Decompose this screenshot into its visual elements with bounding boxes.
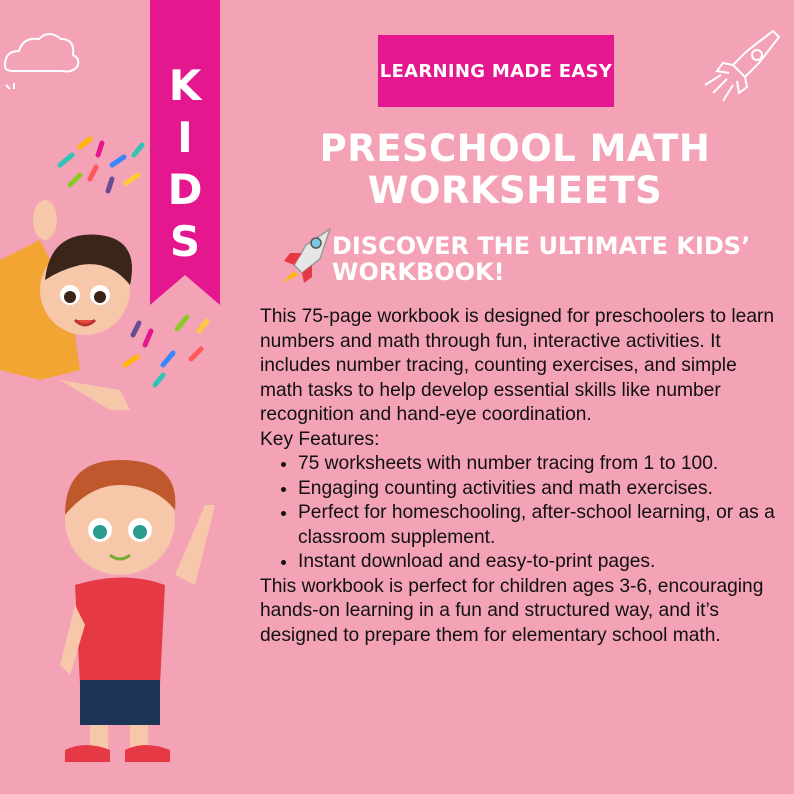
subtitle-line-1: DISCOVER THE ULTIMATE KIDS’ [332, 232, 751, 260]
ribbon-letters [150, 60, 220, 268]
title-line-1: PRESCHOOL MATH [319, 127, 711, 170]
cloud-doodle-icon [0, 25, 85, 95]
subtitle-line-2: WORKBOOK! [332, 258, 505, 286]
description-paragraph: This 75-page workbook is designed for preschoolers to learn numbers and math through fun, interactive activities. It includes number tracing, counting exercises, and simple math tasks to help develop essential skills like number recognition and hand-eye coordination. [260, 306, 775, 425]
list-item: • Engaging counting activities and math exercises. [298, 477, 780, 502]
tagline-badge: LEARNING MADE EASY [378, 35, 614, 107]
subtitle [332, 233, 752, 285]
kids-ribbon-label [150, 60, 220, 268]
ribbon-letter: K [168, 61, 202, 110]
ribbon-letter: D [167, 165, 203, 214]
description-block [260, 305, 780, 648]
title-line-2: WORKSHEETS [367, 169, 663, 212]
rocket-icon [280, 225, 336, 285]
list-item: • Instant download and easy-to-print pages. [298, 550, 780, 575]
ribbon-letter: S [169, 217, 201, 266]
kid-illustration [25, 455, 225, 775]
ribbon-letter: I [177, 113, 193, 162]
list-item: • 75 worksheets with number tracing from 1 to 100. [298, 452, 780, 477]
rocket-doodle-icon [695, 25, 785, 110]
features-list [260, 452, 780, 575]
kid-illustration [0, 180, 150, 420]
closing-paragraph: This workbook is perfect for children ages 3-6, encouraging hands-on learning in a fun and structured way, and it’s designed to prepare them for elementary school math. [260, 575, 764, 646]
features-heading: Key Features: [260, 428, 380, 450]
list-item: • Perfect for homeschooling, after-school learning, or as a classroom supplement. [298, 501, 780, 550]
page-title [300, 128, 730, 212]
